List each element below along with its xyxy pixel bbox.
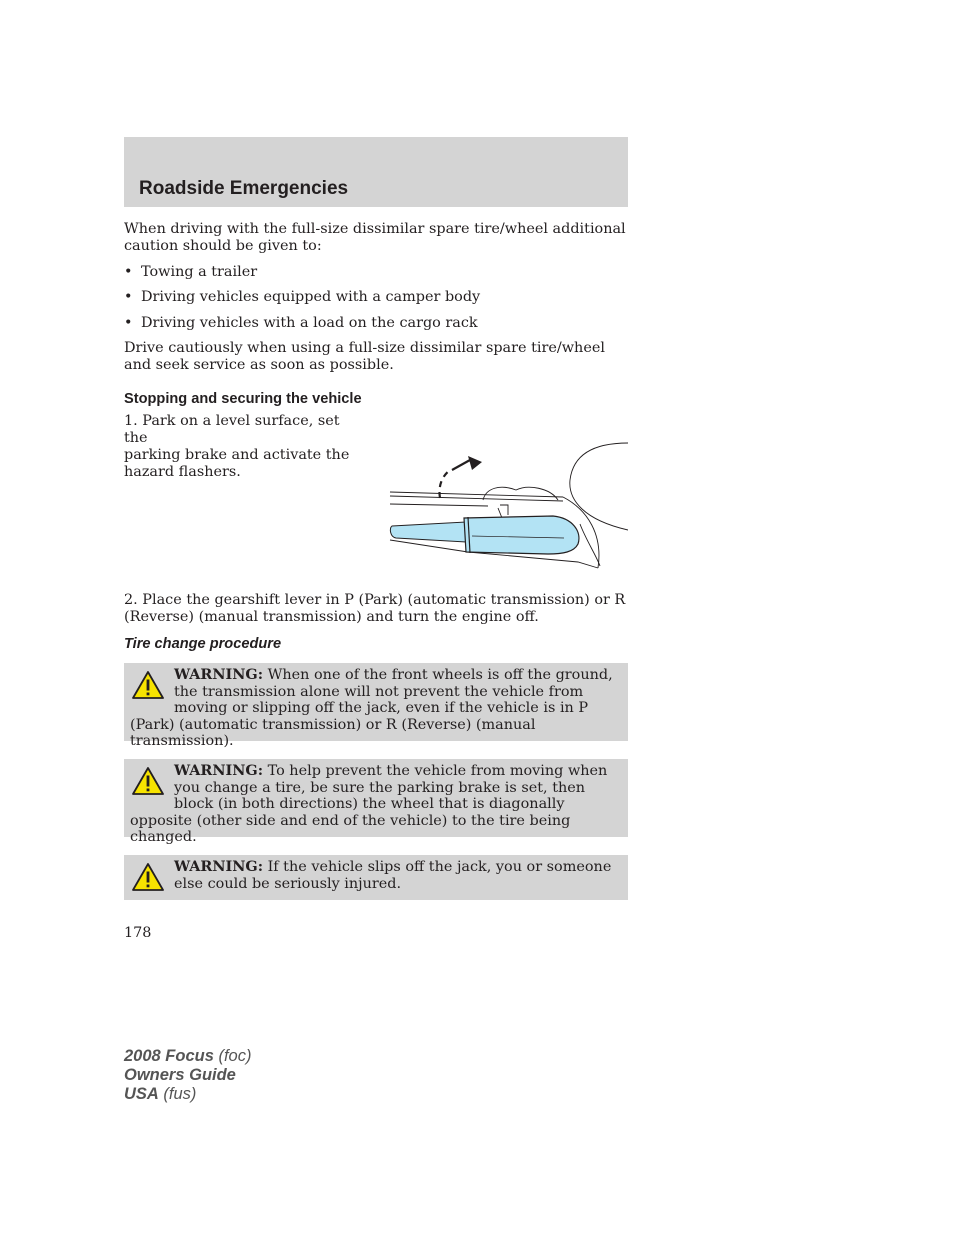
step1-line: hazard flashers. bbox=[124, 464, 241, 480]
footer-guide: Owners Guide bbox=[124, 1066, 236, 1084]
bullet-text: Towing a trailer bbox=[141, 264, 258, 280]
warning-text: If the vehicle slips off the jack, you or someone else could be seriously injured. bbox=[174, 859, 612, 892]
step1-line: parking brake and activate the bbox=[124, 447, 350, 463]
warning-triangle-icon bbox=[132, 767, 164, 795]
warning-triangle-icon bbox=[132, 863, 164, 891]
stopping-heading: Stopping and securing the vehicle bbox=[124, 391, 362, 407]
section-title: Roadside Emergencies bbox=[139, 178, 349, 199]
warning-box bbox=[124, 663, 628, 749]
bullet-icon: • bbox=[124, 315, 133, 331]
tire-change-heading: Tire change procedure bbox=[124, 636, 282, 652]
step2-paragraph: 2. Place the gearshift lever in P (Park) (automatic transmission) or R (Reverse) (manual transmission) and turn the engine off. bbox=[124, 592, 626, 625]
footer-model: 2008 Focus bbox=[124, 1047, 214, 1065]
footer-line bbox=[124, 1066, 251, 1085]
footer-market-code: (fus) bbox=[158, 1085, 197, 1103]
step1-text bbox=[124, 413, 364, 481]
warning-text: When one of the front wheels is off the ground, the transmission alone will not prevent the vehicle from moving or slipping off the jack, even if the vehicle is in P (Park) (automatic transmission) or R (Reverse) (manual transmission). bbox=[130, 667, 613, 749]
warning-box bbox=[124, 855, 628, 900]
warning-label: WARNING: bbox=[174, 762, 264, 779]
footer-line bbox=[124, 1085, 251, 1104]
step1-line: 1. Park on a level surface, set the bbox=[124, 413, 340, 446]
footer-line bbox=[124, 1047, 251, 1066]
bullet-text: Driving vehicles equipped with a camper body bbox=[141, 289, 481, 305]
section-header-band bbox=[124, 137, 628, 207]
closing-paragraph: Drive cautiously when using a full-size dissimilar spare tire/wheel and seek service as soon as possible. bbox=[124, 340, 605, 373]
warning-label: WARNING: bbox=[174, 858, 264, 875]
warning-label: WARNING: bbox=[174, 666, 264, 683]
intro-paragraph: When driving with the full-size dissimilar spare tire/wheel additional caution should be given to: bbox=[124, 221, 626, 254]
page-number: 178 bbox=[124, 925, 152, 941]
bullet-text: Driving vehicles with a load on the cargo rack bbox=[141, 315, 478, 331]
bullet-icon: • bbox=[124, 289, 133, 305]
bullet-icon: • bbox=[124, 264, 133, 280]
warning-triangle-icon bbox=[132, 671, 164, 699]
warning-text: To help prevent the vehicle from moving when you change a tire, be sure the parking brake is set, then block (in both directions) the wheel that is diagonally opposite (other side and end of the vehicle) to the tire being changed. bbox=[130, 763, 608, 845]
footer-market: USA bbox=[124, 1085, 159, 1103]
parking-brake-lever-illustration bbox=[388, 440, 628, 570]
footer-model-code: (foc) bbox=[213, 1047, 252, 1065]
warning-box bbox=[124, 759, 628, 845]
footer bbox=[124, 1047, 251, 1104]
